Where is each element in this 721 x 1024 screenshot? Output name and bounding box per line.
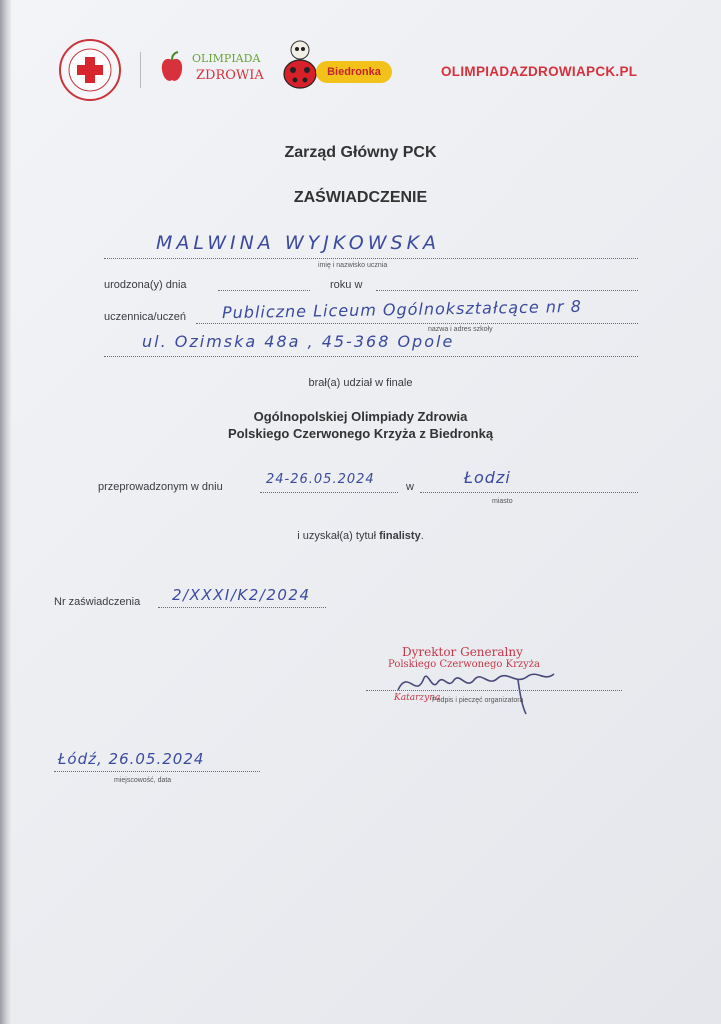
- stamp-line2: Polskiego Czerwonego Krzyża: [388, 659, 541, 670]
- year-label: roku w: [330, 279, 363, 291]
- place-date-caption: miejscowość, data: [114, 777, 172, 784]
- in-label: w: [406, 481, 414, 493]
- school-dotted-line-2: [104, 356, 638, 357]
- apple-icon: [160, 50, 184, 84]
- school-caption: nazwa i adres szkoły: [428, 326, 493, 333]
- participated-label: brał(a) udział w finale: [308, 377, 413, 389]
- name-caption: imię i nazwisko ucznia: [318, 262, 388, 269]
- name-dotted-line: [104, 258, 638, 259]
- event-date-dotted-line: [260, 492, 398, 493]
- cert-number-handwritten: 2/XXXI/K2/2024: [172, 586, 311, 604]
- school-address-handwritten: ul. Ozimska 48a , 45-368 Opole: [142, 332, 455, 351]
- obtained-prefix: i uzyskał(a) tytuł: [297, 530, 377, 542]
- olympiad-name-line1: Ogólnopolskiej Olimpiady Zdrowia: [253, 409, 468, 424]
- cert-number-dotted-line: [158, 607, 326, 608]
- city-caption: miasto: [492, 498, 513, 505]
- olimpiada-logo-line1: OLIMPIADA: [192, 52, 261, 65]
- place-date-handwritten: Łódź, 26.05.2024: [58, 750, 205, 768]
- obtained-suffix: .: [420, 530, 424, 542]
- issuer-title: Zarząd Główny PCK: [284, 144, 437, 161]
- born-label: urodzona(y) dnia: [104, 279, 187, 291]
- director-signature: [388, 660, 568, 718]
- stamp-line3: Katarzyna: [394, 693, 441, 703]
- ladybug-icon: [280, 38, 320, 90]
- olympiad-name-line2: Polskiego Czerwonego Krzyża z Biedronką: [227, 426, 494, 441]
- event-dates-handwritten: 24-26.05.2024: [266, 472, 375, 487]
- obtained-title: finalisty: [379, 530, 421, 542]
- signature-caption: Podpis i pieczęć organizatora: [432, 697, 524, 704]
- city-dotted-line: [420, 492, 638, 493]
- obtained-title-line: [0, 530, 721, 542]
- born-date-dotted-line: [218, 290, 310, 291]
- student-label: uczennica/uczeń: [104, 311, 186, 323]
- biedronka-logo-text: Biedronka: [327, 66, 381, 78]
- biedronka-logo-badge: [316, 61, 392, 83]
- pck-logo: [58, 38, 122, 102]
- school-dotted-line-1: [196, 323, 638, 324]
- cert-number-label: Nr zaświadczenia: [54, 596, 141, 608]
- document-title: ZAŚWIADCZENIE: [293, 189, 428, 206]
- place-date-dotted-line: [54, 771, 260, 772]
- header-divider: [140, 52, 141, 88]
- birthplace-dotted-line: [376, 290, 638, 291]
- conducted-label: przeprowadzonym w dniu: [98, 481, 223, 493]
- city-handwritten: Łodzi: [464, 468, 511, 487]
- olimpiada-logo-line2: ZDROWIA: [196, 68, 264, 83]
- school-name-handwritten: Publiczne Liceum Ogólnokształcące nr 8: [221, 296, 582, 323]
- website-link[interactable]: OLIMPIADAZDROWIAPCK.PL: [441, 64, 638, 79]
- stamp-line1: Dyrektor Generalny: [402, 645, 523, 659]
- signature-dotted-line: [366, 690, 622, 691]
- student-name-handwritten: MALWINA WYJKOWSKA: [156, 232, 441, 254]
